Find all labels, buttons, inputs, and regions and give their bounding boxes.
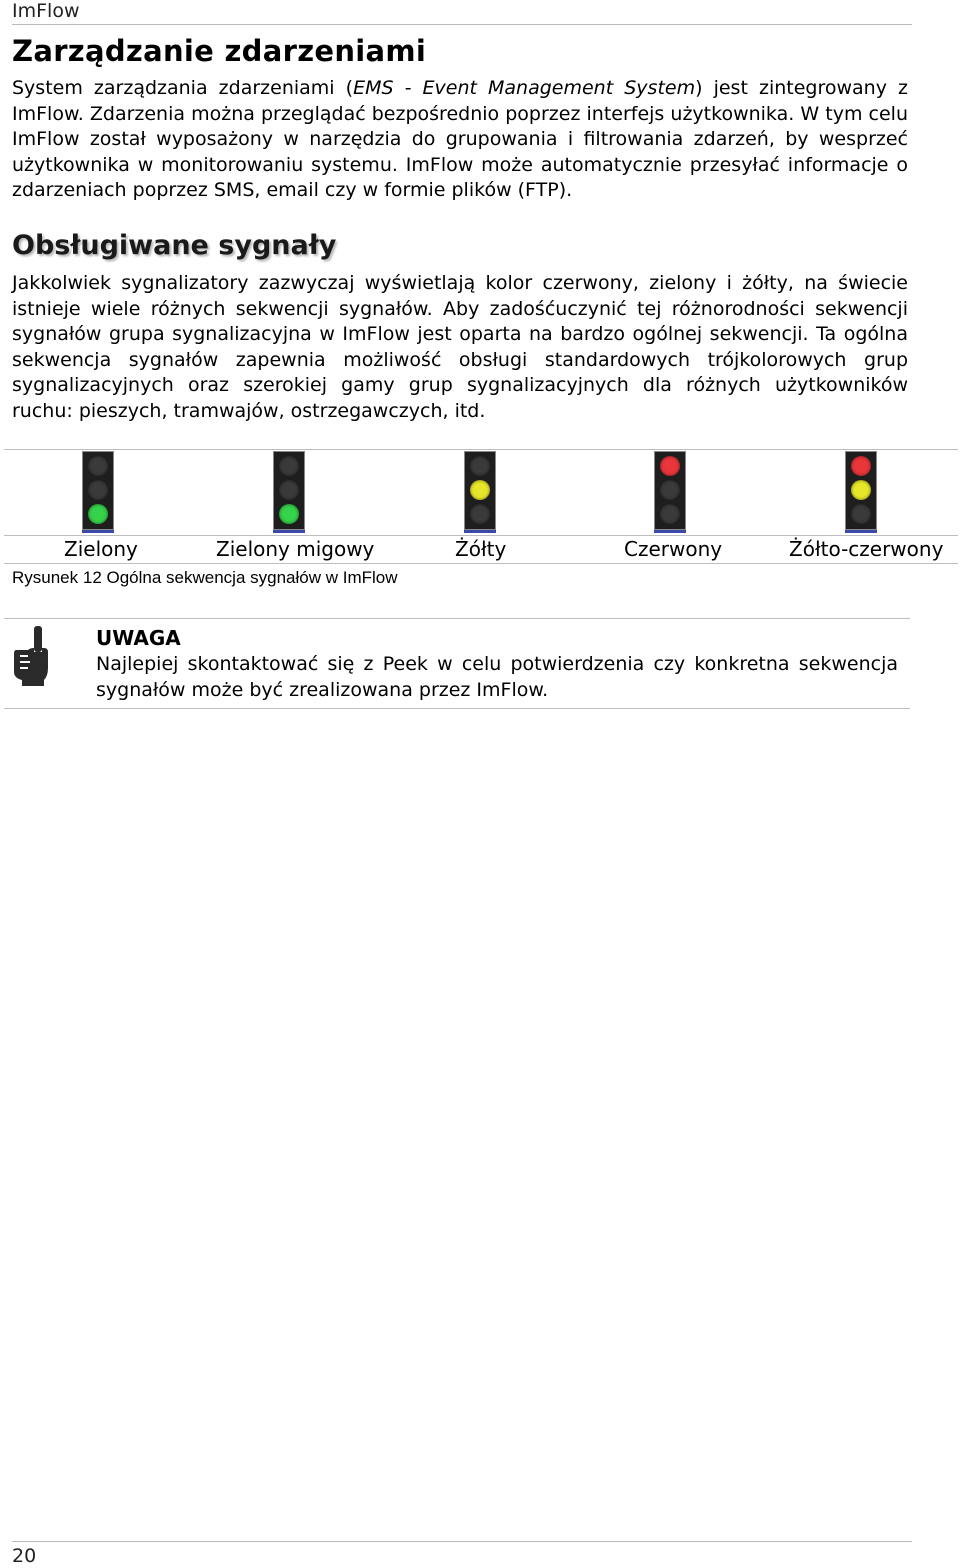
supported-signals-paragraph: Jakkolwiek sygnalizatory zazwyczaj wyświetlają kolor czerwony, zielony i żółty, na świecie istnieje wiele różnych sekwencji sygnałów. Aby zadośćuczynić tej różnorodności sekwencji sygnałów grupa sygnalizacyjna w ImFlow jest oparta na bardzo ogólnej sekwencji. Ta ogólna sekwencja sygnałów zapewnia możliwość obsługi standardowych trójkolorowych grup sygnalizacyjnych oraz szerokiej gamy grup sygnalizacyjnych dla różnych użytkowników ruchu: pieszych, tramwajów, ostrzegawczych, itd. [12,272,908,422]
lamp-bottom [279,504,299,524]
paragraph-text-start: System zarządzania zdarzeniami ( [12,77,354,99]
traffic-light-icon [464,451,496,533]
pointing-hand-icon [10,624,52,688]
lamp-bottom [470,504,490,524]
traffic-light-icon [273,451,305,533]
traffic-light-underline [82,530,114,533]
traffic-light-underline [845,530,877,533]
signal-label-red: Czerwony [624,537,723,561]
traffic-light-icon [845,451,877,533]
lamp-bottom [851,504,871,524]
lamp-top [660,456,680,476]
footer-rule [12,1541,912,1542]
traffic-light-underline [273,530,305,533]
section-title-event-management: Zarządzanie zdarzeniami [12,34,427,68]
section-title-supported-signals: Obsługiwane sygnały [12,230,337,261]
lamp-middle [660,480,680,500]
signal-label-yellow: Żółty [455,537,507,561]
note-bottom-rule [4,708,910,709]
lamp-bottom [660,504,680,524]
figure-caption: Rysunek 12 Ogólna sekwencja sygnałów w ImFlow [12,568,398,587]
figure-bottom-rule [4,563,958,564]
signal-labels [0,537,960,563]
lamp-top [470,456,490,476]
traffic-light-underline [654,530,686,533]
paragraph-text-end: ) jest zintegrowany z ImFlow. Zdarzenia można przeglądać bezpośrednio poprzez interfejs użytkownika. W tym celu ImFlow został wyposażony w narzędzia do grupowania i filtrowania zdarzeń, by wesprzeć użytkownika w monitorowaniu systemu. ImFlow może automatycznie przesyłać informacje o zdarzeniach poprzez SMS, email czy w formie plików (FTP). [12,77,909,202]
note-top-rule [4,618,910,619]
running-header: ImFlow [12,0,912,25]
lamp-top [88,456,108,476]
note-text: Najlepiej skontaktować się z Peek w celu potwierdzenia czy konkretna sekwencja sygnałów może być zrealizowana przez ImFlow. [96,653,898,701]
note-title: UWAGA [96,626,181,650]
figure-label-top-rule [4,535,958,536]
page-number: 20 [12,1545,37,1567]
signal-label-green: Zielony [64,537,138,561]
paragraph-text-emphasis: EMS - Event Management System [353,77,696,99]
traffic-light-underline [464,530,496,533]
lamp-top [851,456,871,476]
signal-label-red-yellow: Żółto-czerwony [789,537,944,561]
lamp-middle [470,480,490,500]
lamp-middle [279,480,299,500]
traffic-light-icon [82,451,114,533]
lamp-bottom [88,504,108,524]
figure-top-rule [4,449,958,450]
signal-sequence-figure [0,451,960,533]
traffic-light-icon [654,451,686,533]
lamp-top [279,456,299,476]
lamp-middle [88,480,108,500]
event-management-paragraph [12,76,908,204]
lamp-middle [851,480,871,500]
signal-label-flashing-green: Zielony migowy [216,537,375,561]
